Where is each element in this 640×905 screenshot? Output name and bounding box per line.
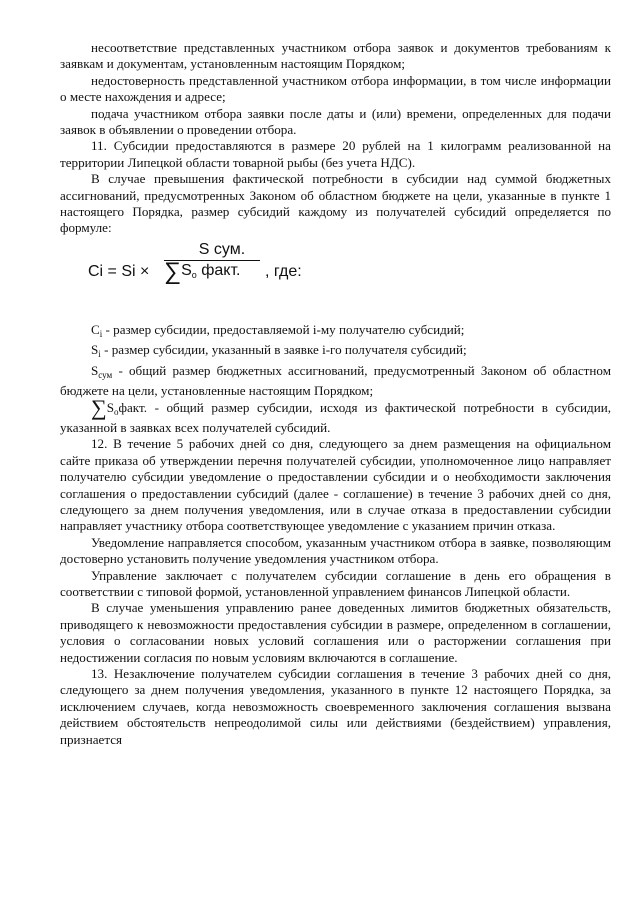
formula-lhs: Ci = Si × [88, 262, 150, 280]
definition-ssum [60, 363, 611, 400]
subsidy-formula [60, 238, 611, 320]
paragraph-reject-1: несоответствие представленных участником отбора заявок и документов требованиям к заявкам и документам, установленным настоящим Порядком; [60, 40, 611, 72]
paragraph-13: 13. Незаключение получателем субсидии соглашения в течение 3 рабочих дней со дня, следующего за днем получения уведомления, указанного в пункте 12 настоящего Порядка, за исключением случаев, когда невозможность своевременного заключения соглашения вызвана действием обстоятельств непреодолимой силы или действиями (бездействием) управления, признается [60, 666, 611, 747]
paragraph-limits: В случае уменьшения управлению ранее доведенных лимитов бюджетных обязательств, приводящего к невозможности предоставления субсидии в размере, определенном в соглашении, условия о согласовании новых условий соглашения или о расторжении соглашения при недостижении согласия по новым условиям включаются в соглашение. [60, 600, 611, 665]
paragraph-excess: В случае превышения фактической потребности в субсидии над суммой бюджетных ассигнований, предусмотренных Законом об областном бюджете на цели, указанные в пункте 1 настоящего Порядка, размер субсидий каждому из получателей субсидий определяется по формуле: [60, 171, 611, 236]
paragraph-reject-2: недостоверность представленной участником отбора информации, в том числе информации о месте нахождения и адресе; [60, 72, 611, 105]
definition-si [60, 342, 611, 362]
formula-tail: , где: [265, 262, 302, 280]
def-text: - общий размер субсидии, исходя из фактической потребности в субсидии, указанной в заявках всех получателей субсидий. [60, 399, 611, 435]
paragraph-notification: Уведомление направляется способом, указанным участником отбора в заявке, позволяющим достоверно установить получение уведомления участником отбора. [60, 534, 611, 567]
sum-symbol: ∑ [164, 258, 182, 286]
den-sub: о [191, 270, 197, 281]
definition-sum-fact [60, 394, 611, 437]
formula-denominator [164, 258, 262, 286]
def-sub: о [113, 406, 119, 417]
def-sub: сум [98, 369, 113, 380]
paragraph-12: 12. В течение 5 рабочих дней со дня, следующего за днем размещения на официальном сайте приказа об утверждении перечня получателей субсидии, уполномоченное лицо направляет получателю субсидии уведомление о предоставлении субсидии и о необходимости заключения соглашения о предоставлении субсидий (далее - соглашение) в течение 3 рабочих дней со дня, следующего за днем получения уведомления, или в случае отказа в предоставлении субсидии направляет участнику отбора соответствующее уведомление с указанием причин отказа. [60, 436, 611, 534]
den-s: S [181, 262, 192, 280]
def-symbol: S [106, 399, 114, 415]
def-symbol: S [91, 362, 99, 378]
def-symbol: S [91, 342, 99, 358]
paragraph-reject-3: подача участником отбора заявки после даты и (или) времени, определенных для подачи заявок в объявлении о проведении отбора. [60, 105, 611, 138]
def-word: факт. [118, 399, 147, 415]
def-text: - размер субсидии, предоставляемой i-му получателю субсидий; [102, 321, 465, 337]
paragraph-agreement: Управление заключает с получателем субсидии соглашение в день его обращения в соответствии с типовой формой, установленной управлением финансов Липецкой области. [60, 567, 611, 599]
paragraph-11: 11. Субсидии предоставляются в размере 20 рублей на 1 килограмм реализованной на территории Липецкой области товарной рыбы (без учета НДС). [60, 138, 611, 170]
def-sub: i [98, 349, 101, 360]
den-rest: факт. [196, 262, 241, 280]
formula-numerator: S сум. [198, 240, 246, 258]
formula-fraction [164, 242, 262, 284]
formula-definitions [60, 322, 611, 436]
def-text: - размер субсидии, указанный в заявке i-го получателя субсидий; [100, 342, 467, 358]
document-page [60, 40, 611, 748]
sum-symbol: ∑ [91, 394, 107, 420]
def-symbol: C [91, 321, 100, 337]
def-text: - общий размер бюджетных ассигнований, предусмотренный Законом об областном бюджете на цели, установленные настоящим Порядком; [60, 362, 611, 399]
def-sub: i [99, 328, 103, 339]
definition-ci [60, 322, 611, 342]
